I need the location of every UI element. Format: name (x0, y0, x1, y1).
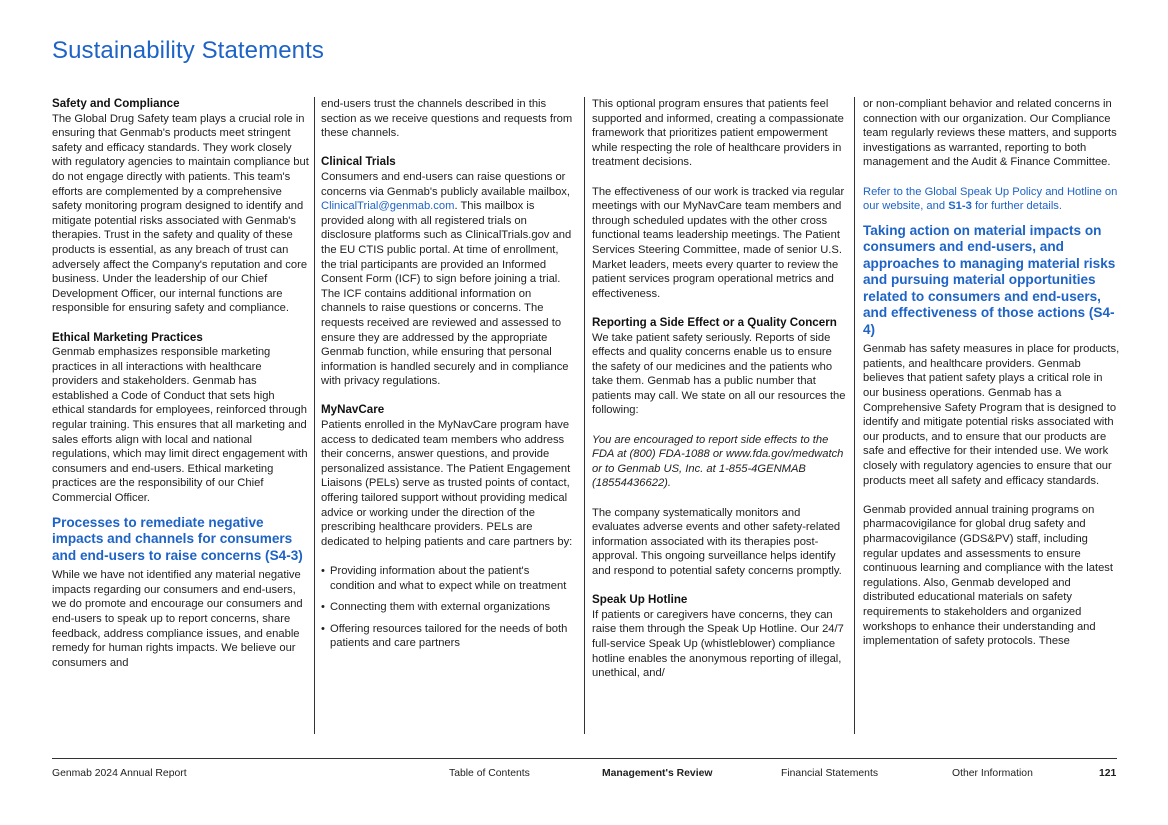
column-divider (854, 97, 855, 734)
paragraph-optional-program: This optional program ensures that patients feel supported and informed, creating a compassionate framework that prioritizes patient empowerment while respecting the role of healthcare providers in treatment decisions. (592, 98, 844, 169)
clinical-trial-email-link[interactable]: ClinicalTrial@genmab.com (321, 200, 455, 213)
footer-link-other-information[interactable]: Other Information (952, 768, 1033, 779)
column-divider (314, 97, 315, 734)
heading-ethical-marketing: Ethical Marketing Practices (52, 330, 203, 344)
column-1 (52, 97, 309, 734)
paragraph-mynavcare: Patients enrolled in the MyNavCare program have access to dedicated team members who address their concerns, answer questions, and provide personalized assistance. The Patient Engagement Liaisons (PELs) serve as trusted points of contact, offering tailored support without providing medical advice or working under the direction of the prescribing healthcare providers. PELs are dedicated to helping patients and care partners by: (321, 419, 573, 548)
list-item: • Offering resources tailored for the needs of both patients and care partners (321, 622, 568, 650)
paragraph-safety-compliance: The Global Drug Safety team plays a crucial role in ensuring that Genmab's products meet stringent safety and efficacy standards. They work closely with regulatory agencies to maintain compliance but do not engage directly with patients. This team's efforts are complemented by a comprehensive safety monitoring program designed to identify and mitigate potential risks associated with Genmab's therapies. Trust in the safety and quality of these products is essential, as any breach of trust can adversely affect the Company's reputation and core business. Under the leadership of our Chief Development Officer, our internal functions are responsible for ensuring safety and compliance. (52, 112, 309, 315)
heading-processes-remediate: Processes to remediate negative impacts and channels for consumers and end-users to raise concerns (S4-3) (52, 514, 303, 563)
footer-divider (52, 758, 1117, 759)
page-title: Sustainability Statements (52, 37, 324, 64)
s1-3-reference-link[interactable]: S1-3 (948, 200, 972, 213)
footer-link-financial-statements[interactable]: Financial Statements (781, 768, 879, 779)
paragraph-safety-measures: Genmab has safety measures in place for products, patients, and healthcare providers. Genmab believes that patient safety plays a critical role in our business operations. Genmab has a Comprehensive Safety Program that is designed to identify and mitigate potential risks associated with our products, and to ensure that our products are safe and effective for their intended use. We work closely with regulatory agencies to ensure that our products meet all safety and efficacy standards. (863, 343, 1120, 487)
column-2 (321, 97, 577, 734)
paragraph-clinical-trials: Consumers and end-users can raise questions or concerns via Genmab's publicly available mailbox, ClinicalTrial@genmab.com. This mailbox is provided along with all registered trials on disclosure platforms such as ClinicalTrials.gov and the EU CTIS public portal. At time of enrollment, the trial participants are provided an Informed Consent Form (ICF) to sign before joining a trial. The ICF contains additional information on channels to raise questions or concerns. The requests received are reviewed and assessed to ensure they are addressed by the appropriate Genmab function, while ensuring that personal information is handled securely and in compliance with privacy regulations. (321, 170, 572, 388)
page-number: 121 (1099, 768, 1117, 779)
list-item: • Providing information about the patient's condition and what to expect while on treatment (321, 565, 567, 592)
list-item: • Connecting them with external organizations (321, 601, 551, 614)
heading-taking-action: Taking action on material impacts on consumers and end-users, and approaches to managing material risks and pursuing material opportunities related to consumers and end-users, and effectiveness of those actions (S4-4) (863, 222, 1116, 337)
pel-support-list (321, 564, 577, 651)
column-3 (592, 97, 849, 734)
heading-safety-compliance: Safety and Compliance (52, 97, 180, 110)
footer-link-table-of-contents[interactable]: Table of Contents (449, 768, 530, 779)
paragraph-processes-remediate: While we have not identified any material negative impacts regarding our consumers and end-users, we do promote and encourage our consumers and end-users to speak up to report concerns, share feedback, address compliance issues, and enable remedy for human rights impacts. We believe our consumers and (52, 569, 303, 669)
speak-up-policy-reference[interactable]: Refer to the Global Speak Up Policy and Hotline on our website, and S1-3 for further details. (863, 185, 1118, 213)
heading-mynavcare: MyNavCare (321, 403, 385, 417)
column-4 (863, 97, 1120, 734)
heading-speak-up-hotline: Speak Up Hotline (592, 593, 688, 607)
paragraph-channels-continued: end-users trust the channels described in this section as we receive questions and requests from these channels. (321, 98, 573, 140)
paragraph-speak-up-hotline: If patients or caregivers have concerns, they can raise them through the Speak Up Hotline. Our 24/7 full-service Speak Up (whistleblower) compliance hotline enables the anonymous reporting of illegal, unethical, and/ (592, 608, 844, 680)
footer-report-title: Genmab 2024 Annual Report (52, 768, 187, 779)
paragraph-ethical-marketing: Genmab emphasizes responsible marketing practices in all interactions with healthcare providers and stakeholders. Genmab has established a Code of Conduct that sets high ethical standards for employees, reinforced through regular training. This ensures that all marketing and sales efforts align with local and national regulations, which may limit direct engagement with consumers and end-users. Ethical marketing practices are the responsibility of our Chief Commercial Officer. (52, 346, 308, 505)
paragraph-reporting-side-effect: We take patient safety seriously. Reports of side effects and quality concerns enable us to ensure the safety of our medicines and the patients who take them. Genmab has a public number that patients may call. We state on all our resources the following: (592, 331, 846, 417)
heading-reporting-side-effect: Reporting a Side Effect or a Quality Concern (592, 315, 837, 329)
paragraph-monitoring: The company systematically monitors and evaluates adverse events and other safety-related information associated with its therapies post-approval. This ongoing surveillance helps identify and respond to potential safety concerns promptly. (592, 506, 842, 577)
paragraph-training-programs: Genmab provided annual training programs on pharmacovigilance for global drug safety and pharmacovigilance (GDS&PV) staff, including regular updates and assessments to ensure continuous learning and compliance with the latest regulations. Also, Genmab developed and distributed educational materials on safety requirements to stakeholders and organized workshops to enhance their understanding and implementation of safety protocols. These (863, 503, 1114, 648)
paragraph-fda-notice: You are encouraged to report side effects to the FDA at (800) FDA-1088 or www.fda.gov/medwatch or to Genmab US, Inc. at 1-855-4GENMAB (18554436622). (592, 433, 844, 490)
heading-clinical-trials: Clinical Trials (321, 155, 396, 169)
paragraph-effectiveness: The effectiveness of our work is tracked via regular meetings with our MyNavCare team members and through scheduled updates with the other cross functional teams leadership meetings. The Patient Services Steering Committee, made of senior U.S. Market leaders, meets every quarter to review the patient services program operational metrics and effectiveness. (592, 185, 845, 300)
paragraph-compliance-continued: or non-compliant behavior and related concerns in connection with our organization. Our Compliance team regularly reviews these matters, and supports investigations as warranted, reporting to both management and the Audit & Finance Committee. (863, 98, 1117, 169)
column-divider (584, 97, 585, 734)
footer-link-managements-review[interactable]: Management's Review (602, 768, 713, 779)
